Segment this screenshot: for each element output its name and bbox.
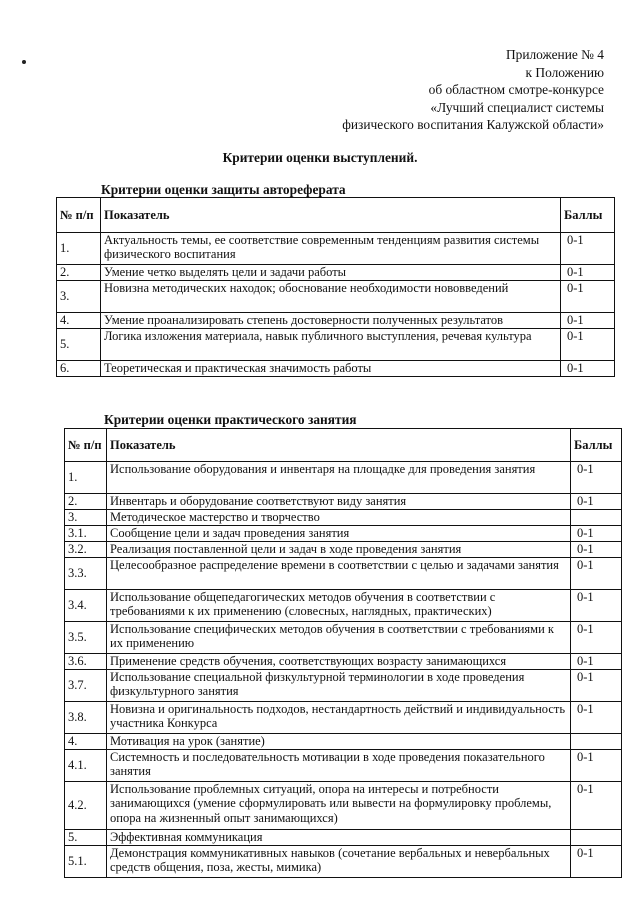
row-indicator: Использование проблемных ситуаций, опора на интересы и потребности занимающихся (умение сформулировать или вывести на формулировку проблемы, опора на жизненный опыт занимающихся)	[107, 782, 571, 830]
row-number: 5.	[57, 329, 101, 361]
table-row	[65, 622, 622, 654]
row-score: 0-1	[571, 782, 622, 830]
row-indicator: Логика изложения материала, навык публичного выступления, речевая культура	[101, 329, 561, 361]
header-line: физического воспитания Калужской области»	[342, 117, 604, 132]
header-line: к Положению	[525, 64, 604, 80]
row-indicator: Использование оборудования и инвентаря на площадке для проведения занятия	[107, 462, 571, 494]
table-row	[65, 494, 622, 510]
row-indicator: Сообщение цели и задач проведения занятия	[107, 526, 571, 542]
row-number: 4.1.	[65, 750, 107, 782]
column-header-num: № п/п	[57, 198, 101, 233]
table-row	[65, 702, 622, 734]
row-number: 4.	[65, 734, 107, 750]
row-number: 3.	[57, 281, 101, 313]
table2-title: Критерии оценки практического занятия	[104, 412, 357, 427]
row-number: 2.	[65, 494, 107, 510]
row-indicator: Использование специфических методов обучения в соответствии с требованиями к их применению	[107, 622, 571, 654]
table-row	[65, 782, 622, 830]
page-title: Критерии оценки выступлений.	[222, 150, 418, 165]
column-header-score: Баллы	[561, 198, 615, 233]
row-number: 5.1.	[65, 846, 107, 878]
row-number: 3.4.	[65, 590, 107, 622]
row-number: 6.	[57, 361, 101, 377]
row-score: 0-1	[571, 702, 622, 734]
row-number: 1.	[65, 462, 107, 494]
table-row	[65, 542, 622, 558]
row-score: 0-1	[571, 558, 622, 590]
row-score: 0-1	[571, 542, 622, 558]
column-header-score: Баллы	[571, 429, 622, 462]
table-row	[65, 462, 622, 494]
row-score: 0-1	[561, 233, 615, 265]
column-header-num: № п/п	[65, 429, 107, 462]
header-line: «Лучший специалист системы	[430, 99, 604, 115]
row-number: 3.7.	[65, 670, 107, 702]
row-score	[571, 734, 622, 750]
row-indicator: Реализация поставленной цели и задач в ходе проведения занятия	[107, 542, 571, 558]
row-number: 3.8.	[65, 702, 107, 734]
column-header-indicator: Показатель	[101, 198, 561, 233]
row-score: 0-1	[561, 281, 615, 313]
row-indicator: Мотивация на урок (занятие)	[107, 734, 571, 750]
practical-criteria-table	[64, 428, 622, 878]
row-indicator: Умение четко выделять цели и задачи работы	[101, 265, 561, 281]
row-indicator: Новизна и оригинальность подходов, нестандартность действий и индивидуальность участника Конкурса	[107, 702, 571, 734]
row-number: 2.	[57, 265, 101, 281]
table-row	[65, 510, 622, 526]
table-row	[65, 750, 622, 782]
table-row	[65, 526, 622, 542]
table1-body	[57, 233, 615, 377]
table-row	[65, 670, 622, 702]
table-row	[57, 329, 615, 361]
table-row	[65, 846, 622, 878]
row-indicator: Умение проанализировать степень достоверности полученных результатов	[101, 313, 561, 329]
row-indicator: Эффективная коммуникация	[107, 830, 571, 846]
row-score: 0-1	[571, 654, 622, 670]
row-number: 3.5.	[65, 622, 107, 654]
row-indicator: Теоретическая и практическая значимость работы	[101, 361, 561, 377]
table-row	[65, 590, 622, 622]
row-number: 3.3.	[65, 558, 107, 590]
row-score: 0-1	[561, 361, 615, 377]
table-row	[65, 558, 622, 590]
row-score: 0-1	[571, 462, 622, 494]
row-score: 0-1	[571, 846, 622, 878]
table1-title: Критерии оценки защиты автореферата	[101, 182, 346, 197]
table-row	[57, 361, 615, 377]
row-indicator: Применение средств обучения, соответствующих возрасту занимающихся	[107, 654, 571, 670]
row-score: 0-1	[571, 670, 622, 702]
table-row	[57, 313, 615, 329]
row-indicator: Системность и последовательность мотивации в ходе проведения показательного занятия	[107, 750, 571, 782]
row-number: 5.	[65, 830, 107, 846]
column-header-indicator: Показатель	[107, 429, 571, 462]
row-score: 0-1	[571, 494, 622, 510]
header-line: об областном смотре-конкурсе	[428, 82, 604, 97]
table-row	[65, 734, 622, 750]
table-row	[65, 830, 622, 846]
row-indicator: Демонстрация коммуникативных навыков (сочетание вербальных и невербальных средств общения, поза, жесты, мимика)	[107, 846, 571, 878]
row-score: 0-1	[561, 313, 615, 329]
row-score: 0-1	[571, 526, 622, 542]
row-score: 0-1	[571, 622, 622, 654]
table-row	[57, 233, 615, 265]
row-indicator: Актуальность темы, ее соответствие современным тенденциям развития системы физического воспитания	[101, 233, 561, 265]
row-indicator: Использование специальной физкультурной терминологии в ходе проведения физкультурного занятия	[107, 670, 571, 702]
row-score	[571, 510, 622, 526]
row-indicator: Новизна методических находок; обоснование необходимости нововведений	[101, 281, 561, 313]
row-number: 3.	[65, 510, 107, 526]
row-indicator: Методическое мастерство и творчество	[107, 510, 571, 526]
table-header-row	[65, 429, 622, 462]
row-score: 0-1	[561, 329, 615, 361]
row-number: 3.2.	[65, 542, 107, 558]
row-indicator: Инвентарь и оборудование соответствуют виду занятия	[107, 494, 571, 510]
row-number: 3.1.	[65, 526, 107, 542]
row-score: 0-1	[571, 750, 622, 782]
row-score	[571, 830, 622, 846]
appendix-header	[342, 46, 604, 134]
row-score: 0-1	[571, 590, 622, 622]
row-indicator: Целесообразное распределение времени в соответствии с целью и задачами занятия	[107, 558, 571, 590]
row-indicator: Использование общепедагогических методов обучения в соответствии с требованиями к их применению (словесных, наглядных, практических)	[107, 590, 571, 622]
table-row	[65, 654, 622, 670]
row-score: 0-1	[561, 265, 615, 281]
scan-dot	[22, 60, 26, 64]
table2-body	[65, 462, 622, 878]
abstract-criteria-table	[56, 197, 615, 377]
table-row	[57, 265, 615, 281]
row-number: 4.2.	[65, 782, 107, 830]
row-number: 1.	[57, 233, 101, 265]
table-row	[57, 281, 615, 313]
header-line: Приложение № 4	[505, 47, 604, 62]
table-header-row	[57, 198, 615, 233]
row-number: 3.6.	[65, 654, 107, 670]
row-number: 4.	[57, 313, 101, 329]
